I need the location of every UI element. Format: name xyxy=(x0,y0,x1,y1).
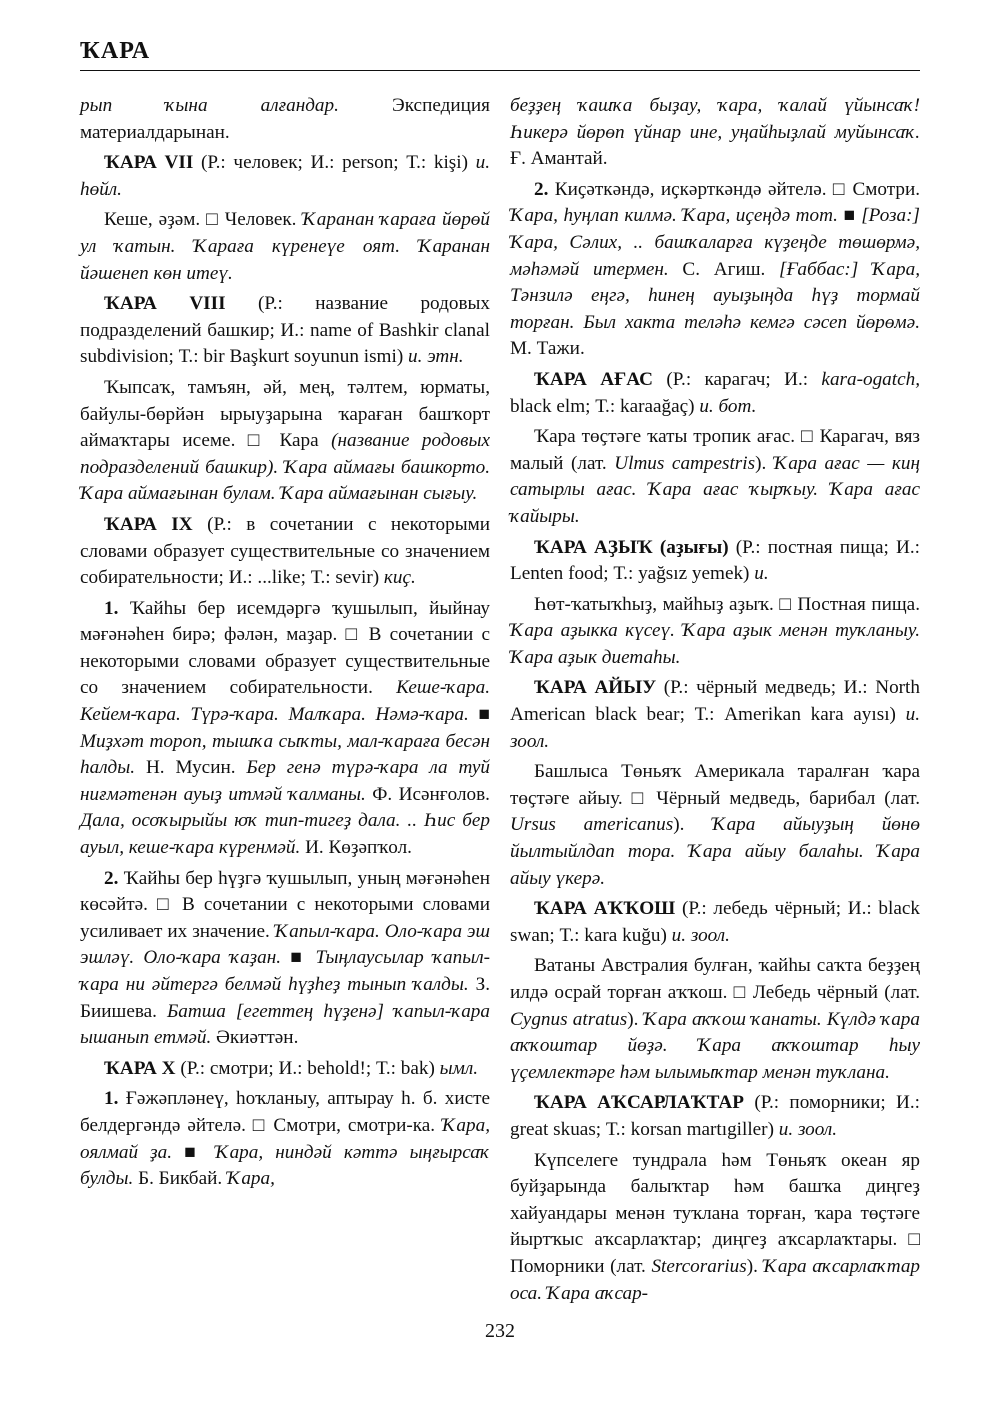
text: Ҡыпсаҡ, тамъян, әй, мең, тәлтем, юрматы, байулы-бөрйән ырыуҙарына ҡараған башҡорт аймаҡтары исеме. □ Кара xyxy=(80,376,490,452)
text: (Р.: смотри; И.: behold!; Т.: bak) xyxy=(175,1057,440,1079)
italic-text: Ҡара аҡҡош ҡанаты. Күлдә ҡара аҡҡоштар йөҙә. Ҡара аҡҡоштар һыу үҫемлектәре һәм ылымыҡтар менән туҡлана. xyxy=(510,1008,920,1083)
text: Ҡара төҫтәге ҡаты тропик ағас. □ Карагач, вяз малый (лат. xyxy=(510,426,920,474)
headword: ҠАРА VII xyxy=(104,152,194,174)
headword: ҠАРА АҠСАРЛАҠТАР xyxy=(534,1092,745,1114)
text: black elm; Т.: karaağaç) xyxy=(510,395,700,417)
headword: ҠАРА VIII xyxy=(104,293,226,315)
text: ■ xyxy=(843,205,862,227)
headword: ҠАРА IX xyxy=(104,513,193,535)
entry-paragraph xyxy=(80,93,490,146)
text: ). xyxy=(673,814,713,836)
text: (Р.: лебедь чёрный; И.: black swan; Т.: kara kuğu) xyxy=(510,898,920,946)
italic-text: и. xyxy=(754,563,769,585)
italic-text: рып ҡына алғандар. xyxy=(80,95,393,116)
italic-text: Тыңлаусылар ҡапыл-ҡара ни әйтергә белмәй һүҙһеҙ тынып ҡалды. xyxy=(80,947,490,995)
entry-paragraph xyxy=(510,535,920,588)
text: Ҡайһы бер һүҙгә ҡушылып, уның мәғәнәһен көсәйтә. □ В сочетании с некоторыми словами усиливает их значение. xyxy=(80,867,491,942)
entry-paragraph xyxy=(510,1148,920,1308)
italic-text: и. зоол. xyxy=(778,1118,838,1140)
text: ■ xyxy=(184,1141,216,1163)
italic-text: и. зоол. xyxy=(671,924,730,946)
text: Күпселеге тундрала һәм Төньяҡ океан яр буйҙарында балыҡтар һәм башҡа диңгеҙ хайуандары менән туҡлана торған, ҡара төҫтәге йыртҡыс аҡсарлаҡтар; диңгеҙ аҡсарлаҡтары. □ Поморники (лат. xyxy=(510,1149,920,1277)
text: (Р.: поморники; И.: great skuas; Т.: korsan martıgiller) xyxy=(510,1092,920,1140)
entry-paragraph xyxy=(80,596,490,862)
headword: 1. xyxy=(104,1088,126,1110)
header-rule xyxy=(80,70,920,71)
italic-text: Ulmus campestris xyxy=(614,452,756,474)
italic-text: Stercorarius xyxy=(651,1255,747,1277)
entry-paragraph xyxy=(80,291,490,371)
entry-paragraph xyxy=(80,1056,490,1083)
italic-text: Батша [егеттең һүҙенә] ҡапыл-ҡара ышанып етмәй. xyxy=(80,1000,490,1049)
headword: ҠАРА АҠҠОШ xyxy=(534,898,676,920)
entry-paragraph xyxy=(80,1086,490,1192)
headword: ҠАРА АҘЫҠ (аҙығы) xyxy=(534,536,729,558)
entry-paragraph xyxy=(80,375,490,508)
italic-text: Cygnus atratus xyxy=(510,1008,628,1030)
text: (Р.: в сочетании с некоторыми словами образует существительные со значением собирательности; И.: ...like; Т.: sevir) xyxy=(80,513,490,589)
entry-paragraph xyxy=(510,759,920,892)
italic-text: [Ғаббас:] Ҡара, Тәнзилә еңгә, һинең ауыҙыңда һүҙ тормай торған. Был хакта теләһә кемгә сәсеп йөрөмә. xyxy=(510,258,920,333)
entry-paragraph xyxy=(510,592,920,672)
entry-paragraph xyxy=(510,177,920,363)
italic-text: ымл. xyxy=(439,1057,479,1079)
italic-text: и. һөйл. xyxy=(80,152,491,200)
entry-paragraph xyxy=(80,207,490,287)
text: Кеше, әҙәм. □ Человек. xyxy=(104,209,303,231)
italic-text: и. зоол. xyxy=(510,704,920,752)
text: Ҡайһы бер исемдәргә ҡушылып, йыйнау мәғәнәһен бирә; фәлән, маҙар. □ В сочетании с некоторыми словами образует существительные со значением собирательности. xyxy=(80,597,490,699)
italic-text: [Роза:] Ҡара, Сәлих, .. башҡаларға күҙеңде төшөрмә, мәһәмәй итермен. xyxy=(510,205,920,280)
text: И. Көҙәпҡол. xyxy=(300,837,412,859)
text: Б. Бикбай. xyxy=(133,1168,227,1190)
text: Ф. Исәнғолов. xyxy=(365,783,490,805)
italic-text: Дала, осоҡырыйы юҡ тип-тигеҙ дала. .. Һис бер ауыл, кеше-ҡара күренмәй. xyxy=(80,810,490,859)
italic-text: Ҡара, оялмай ҙа. xyxy=(80,1114,490,1163)
text: (Р.: чёрный медведь; И.: North American black bear; Т.: Amerikan kara ayısı) xyxy=(510,677,920,726)
text: Ғ. Амантай. xyxy=(510,148,608,170)
italic-text: Ҡара аҡсарлаҡтар оса. Ҡара аҡсар- xyxy=(510,1255,921,1304)
text: (Р.: человек; И.: person; Т.: kişi) xyxy=(193,152,476,174)
running-head: ҠАРА xyxy=(80,38,151,64)
text: Әкиәттән. xyxy=(211,1027,299,1049)
entry-paragraph xyxy=(510,367,920,420)
italic-text: (название родовых подразделений башкир). Ҡара аймағы башкорто. Ҡара аймағынан булам. Ҡара аймағынан сығыу. xyxy=(80,430,490,505)
text: (Р.: постная пища; И.: Lenten food; Т.: yağsız yemek) xyxy=(510,536,920,585)
left-column xyxy=(80,93,490,1197)
italic-text: Кеше-ҡара. Кейем-ҡара. Түрә-ҡара. Малҡара. Нәмә-ҡара. xyxy=(80,677,490,726)
text: Экспедиция материалдарынан. xyxy=(80,95,490,143)
text: ). xyxy=(755,452,774,474)
italic-text: Ursus americanus xyxy=(510,814,674,836)
entry-paragraph xyxy=(80,150,490,203)
headword: 1. xyxy=(104,597,130,619)
right-column xyxy=(510,93,920,1311)
entry-paragraph xyxy=(510,424,920,530)
text: Һөт-ҡатыҡһыҙ, майһыҙ аҙыҡ. □ Постная пища. xyxy=(534,593,920,615)
text: М. Тажи. xyxy=(510,338,585,360)
italic-text: Ҡаранан ҡараға йөрөй ул ҡатын. Ҡараға күренеүе оят. Ҡаранан йәшенеп көн итеү. xyxy=(80,209,490,284)
headword: ҠАРА X xyxy=(104,1057,176,1079)
text: С. Агиш. xyxy=(668,258,780,280)
entry-paragraph xyxy=(80,866,490,1052)
italic-text: Ҡапыл-ҡара. Оло-ҡара эш эшләү. Оло-ҡара ҡаҙан. xyxy=(80,920,490,969)
text: ). xyxy=(627,1008,644,1030)
italic-text: и. этн. xyxy=(408,346,464,368)
text: Н. Мусин. xyxy=(135,757,247,779)
text: ■ xyxy=(290,947,316,969)
headword: 2. xyxy=(534,178,555,200)
text: (Р.: карагач; И.: xyxy=(653,368,822,390)
headword: ҠАРА АҒАС xyxy=(534,368,654,390)
entry-paragraph xyxy=(510,1090,920,1143)
entry-paragraph xyxy=(80,512,490,592)
italic-text: беҙҙең ҡашҡа быҙау, ҡара, ҡалай үйынсаҡ! Һикерә йөрөп үйнар ине, уңайһыҙлай муйынсаҡ. xyxy=(510,95,920,143)
text: З. Биишева. xyxy=(80,974,490,1022)
italic-text: kara-ogatch, xyxy=(821,368,921,390)
headword: 2. xyxy=(104,867,124,889)
italic-text: Ҡара, һуңлап килмә. Ҡара, иҫеңдә тот. xyxy=(510,205,844,227)
text: Ватаны Австралия булған, ҡайһы саҡта беҙҙең илдә осрай торған аҡҡош. □ Лебедь чёрный (лат. xyxy=(510,955,920,1003)
text: ■ xyxy=(478,704,490,726)
italic-text: Ҡара ағас — киң сатырлы ағас. Ҡара ағас ҡырҡыу. Ҡара ағас ҡайыры. xyxy=(510,452,920,527)
text: (Р.: название родовых подразделений башкир; И.: name of Bashkir clanal subdivision; Т.: bir Başkurt soyunun ismi) xyxy=(80,293,490,368)
italic-text: Ҡара аҙыкка күсеү. Ҡара аҙык менән туҡланыу. Ҡара аҙык диетаһы. xyxy=(510,620,920,668)
italic-text: Ҡара айыуҙың йөнө йылтыйлдап тора. Ҡара айыу балаһы. Ҡара айыу үкерә. xyxy=(510,814,920,889)
entry-paragraph xyxy=(510,675,920,755)
entry-paragraph xyxy=(510,953,920,1086)
entry-paragraph xyxy=(510,896,920,949)
entry-paragraph xyxy=(510,93,920,173)
italic-text: Ҡара, ниндәй кәттә ыңғырсаҡ булды. xyxy=(80,1141,490,1190)
italic-text: Миҙхәт тороп, тышҡа сыҡты, мал-ҡараға бесән һалды. xyxy=(80,730,490,779)
italic-text: киҫ. xyxy=(383,567,416,589)
italic-text: Ҡара, xyxy=(226,1168,275,1190)
text: Ғәжәпләнеү, һоҡланыу, аптырау һ. б. хисте белдергәндә әйтелә. □ Смотри, смотри-ка. xyxy=(80,1088,491,1136)
italic-text: и. бот. xyxy=(699,395,757,417)
text: ). xyxy=(746,1255,764,1277)
headword: ҠАРА АЙЫУ xyxy=(534,677,657,699)
italic-text: Бер генә түрә-ҡара ла туй ниғмәтенән ауыҙ итмәй ҡалманы. xyxy=(80,757,490,805)
page-number: 232 xyxy=(485,1320,515,1342)
text: Киҫәткәндә, иҫкәрткәндә әйтелә. □ Смотри. xyxy=(554,178,921,200)
text: Башлыса Төньяҡ Америкала таралған ҡара төҫтәге айыу. □ Чёрный медведь, барибал (лат. xyxy=(510,761,920,809)
